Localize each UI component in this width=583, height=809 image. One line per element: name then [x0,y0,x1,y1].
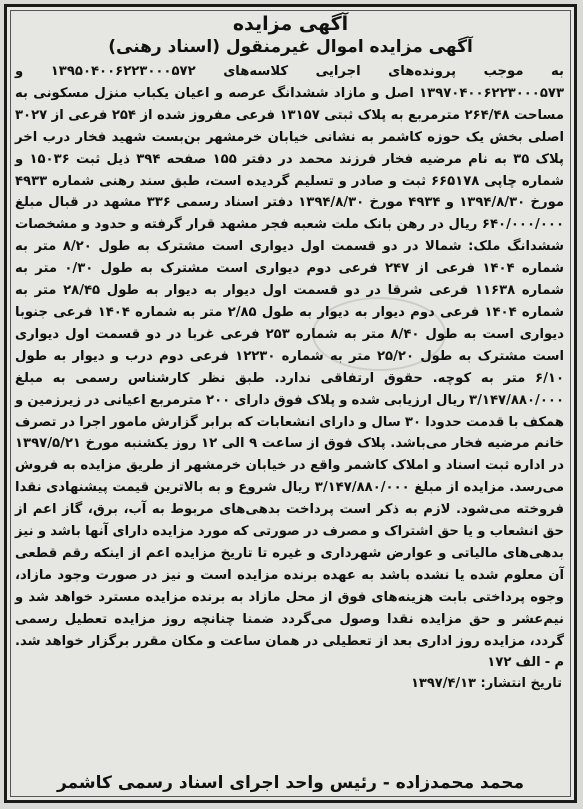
notice-subtitle: آگهی مزایده اموال غیرمنقول (اسناد رهنی) [108,37,473,57]
notice-title: آگهی مزایده [232,13,349,35]
notice-body: به موجب پرونده‌های اجرایی کلاسه‌های ۱۳۹۵۰۴۰۰۶۲۲۳۰۰۰۵۷۲ و ۱۳۹۷۰۴۰۰۶۲۲۳۰۰۰۵۷۳ اصل و مازاد ششدانگ عرصه و اعیان یکباب منزل مسکونی به مساحت ۲۶۴/۴۸ مترمربع به پلاک ثبتی ۱۳۱۵۷ فرعی مفروز شده از ۲۵۴ فرعی از ۳۰۲۷ اصلی بخش یک حوزه کاشمر به نشانی خیابان خرمشهر بن‌بست شهید فخار درب اخر پلاک ۳۵ به نام مرضیه فخار فرزند محمد در دفتر ۱۵۵ صفحه ۳۹۴ ذیل ثبت ۱۵۰۳۶ و شماره چاپی ۶۶۵۱۷۸ ثبت و صادر و تسلیم گردیده است، طبق سند رهنی شماره ۴۹۳۳ مورخ ۱۳۹۴/۸/۳۰ و ۴۹۳۴ مورخ ۱۳۹۴/۸/۳۰ دفتر اسناد رسمی ۳۳۶ مشهد در قبال مبلغ ۶۴۰/۰۰۰/۰۰۰ ریال در رهن بانک ملت شعبه فجر مشهد قرار گرفته و حدود و مشخصات ششدانگ ملک: شمالا در دو قسمت اول دیواری است مشترک به طول ۸/۲۰ متر به شماره ۱۴۰۴ فرعی از ۲۴۷ فرعی دوم دیواری است مشترک به طول ۰/۳۰ متر به شماره ۱۱۶۳۸ فرعی شرقا در دو قسمت اول دیوار به دیوار به طول ۲۸/۴۵ متر به شماره ۱۴۰۴ فرعی دوم دیوار به دیوار به طول ۲/۸۵ متر به شماره ۱۴۰۴ فرعی جنوبا دیواری است به طول ۸/۴۰ متر به شماره ۲۵۳ فرعی غربا در دو قسمت اول دیواری است مشترک به طول ۲۵/۲۰ متر به شماره ۱۲۲۳۰ فرعی دوم درب و دیوار به طول ۶/۱۰ متر به کوچه. حقوق ارتفاقی ندارد. طبق نظر کارشناس رسمی به مبلغ ۳/۱۴۷/۸۸۰/۰۰۰ ریال ارزیابی شده و پلاک فوق دارای ۲۰۰ مترمربع اعیانی در زیرزمین و همکف با قدمت حدودا ۳۰ سال و دارای انشعابات که برابر گزارش مامور اجرا در تصرف خانم مرضیه فخار می‌باشد. پلاک فوق از ساعت ۹ الی ۱۲ روز یکشنبه مورخ ۱۳۹۷/۵/۲۱ در اداره ثبت اسناد و املاک کاشمر واقع در خیابان خرمشهر از طریق مزایده به فروش می‌رسد. مزایده از مبلغ ۳/۱۴۷/۸۸۰/۰۰۰ ریال شروع و به بالاترین قیمت پیشنهادی نقدا فروخته می‌شود. لازم به ذکر است پرداخت بدهی‌های مربوط به آب، برق، گاز اعم از حق انشعاب و یا حق اشتراک و مصرف در صورتی که مورد مزایده دارای آنها باشد و نیز بدهی‌های مالیاتی و عوارض شهرداری و غیره تا تاریخ مزایده اعم از اینکه رقم قطعی آن معلوم شده یا نشده باشد به عهده برنده مزایده است و نیز در صورت وجود مازاد، وجوه پرداختی بابت هزینه‌های فوق از محل مازاد به برنده مزایده مسترد خواهد شد و نیم‌عشر و حق مزایده نقدا وصول می‌گردد ضمنا چنانچه روز مزایده تعطیل رسمی گردد، مزایده روز اداری بعد از تعطیلی در همان ساعت و مکان مقرر برگزار خواهد شد. م - الف ۱۷۲ [15,64,565,671]
notice-frame [4,4,577,803]
publish-date: تاریخ انتشار: ۱۳۹۷/۴/۱۳ [410,676,562,692]
signature-line: محمد محمدزاده - رئیس واحد اجرای اسناد رسمی کاشمر [56,773,525,793]
